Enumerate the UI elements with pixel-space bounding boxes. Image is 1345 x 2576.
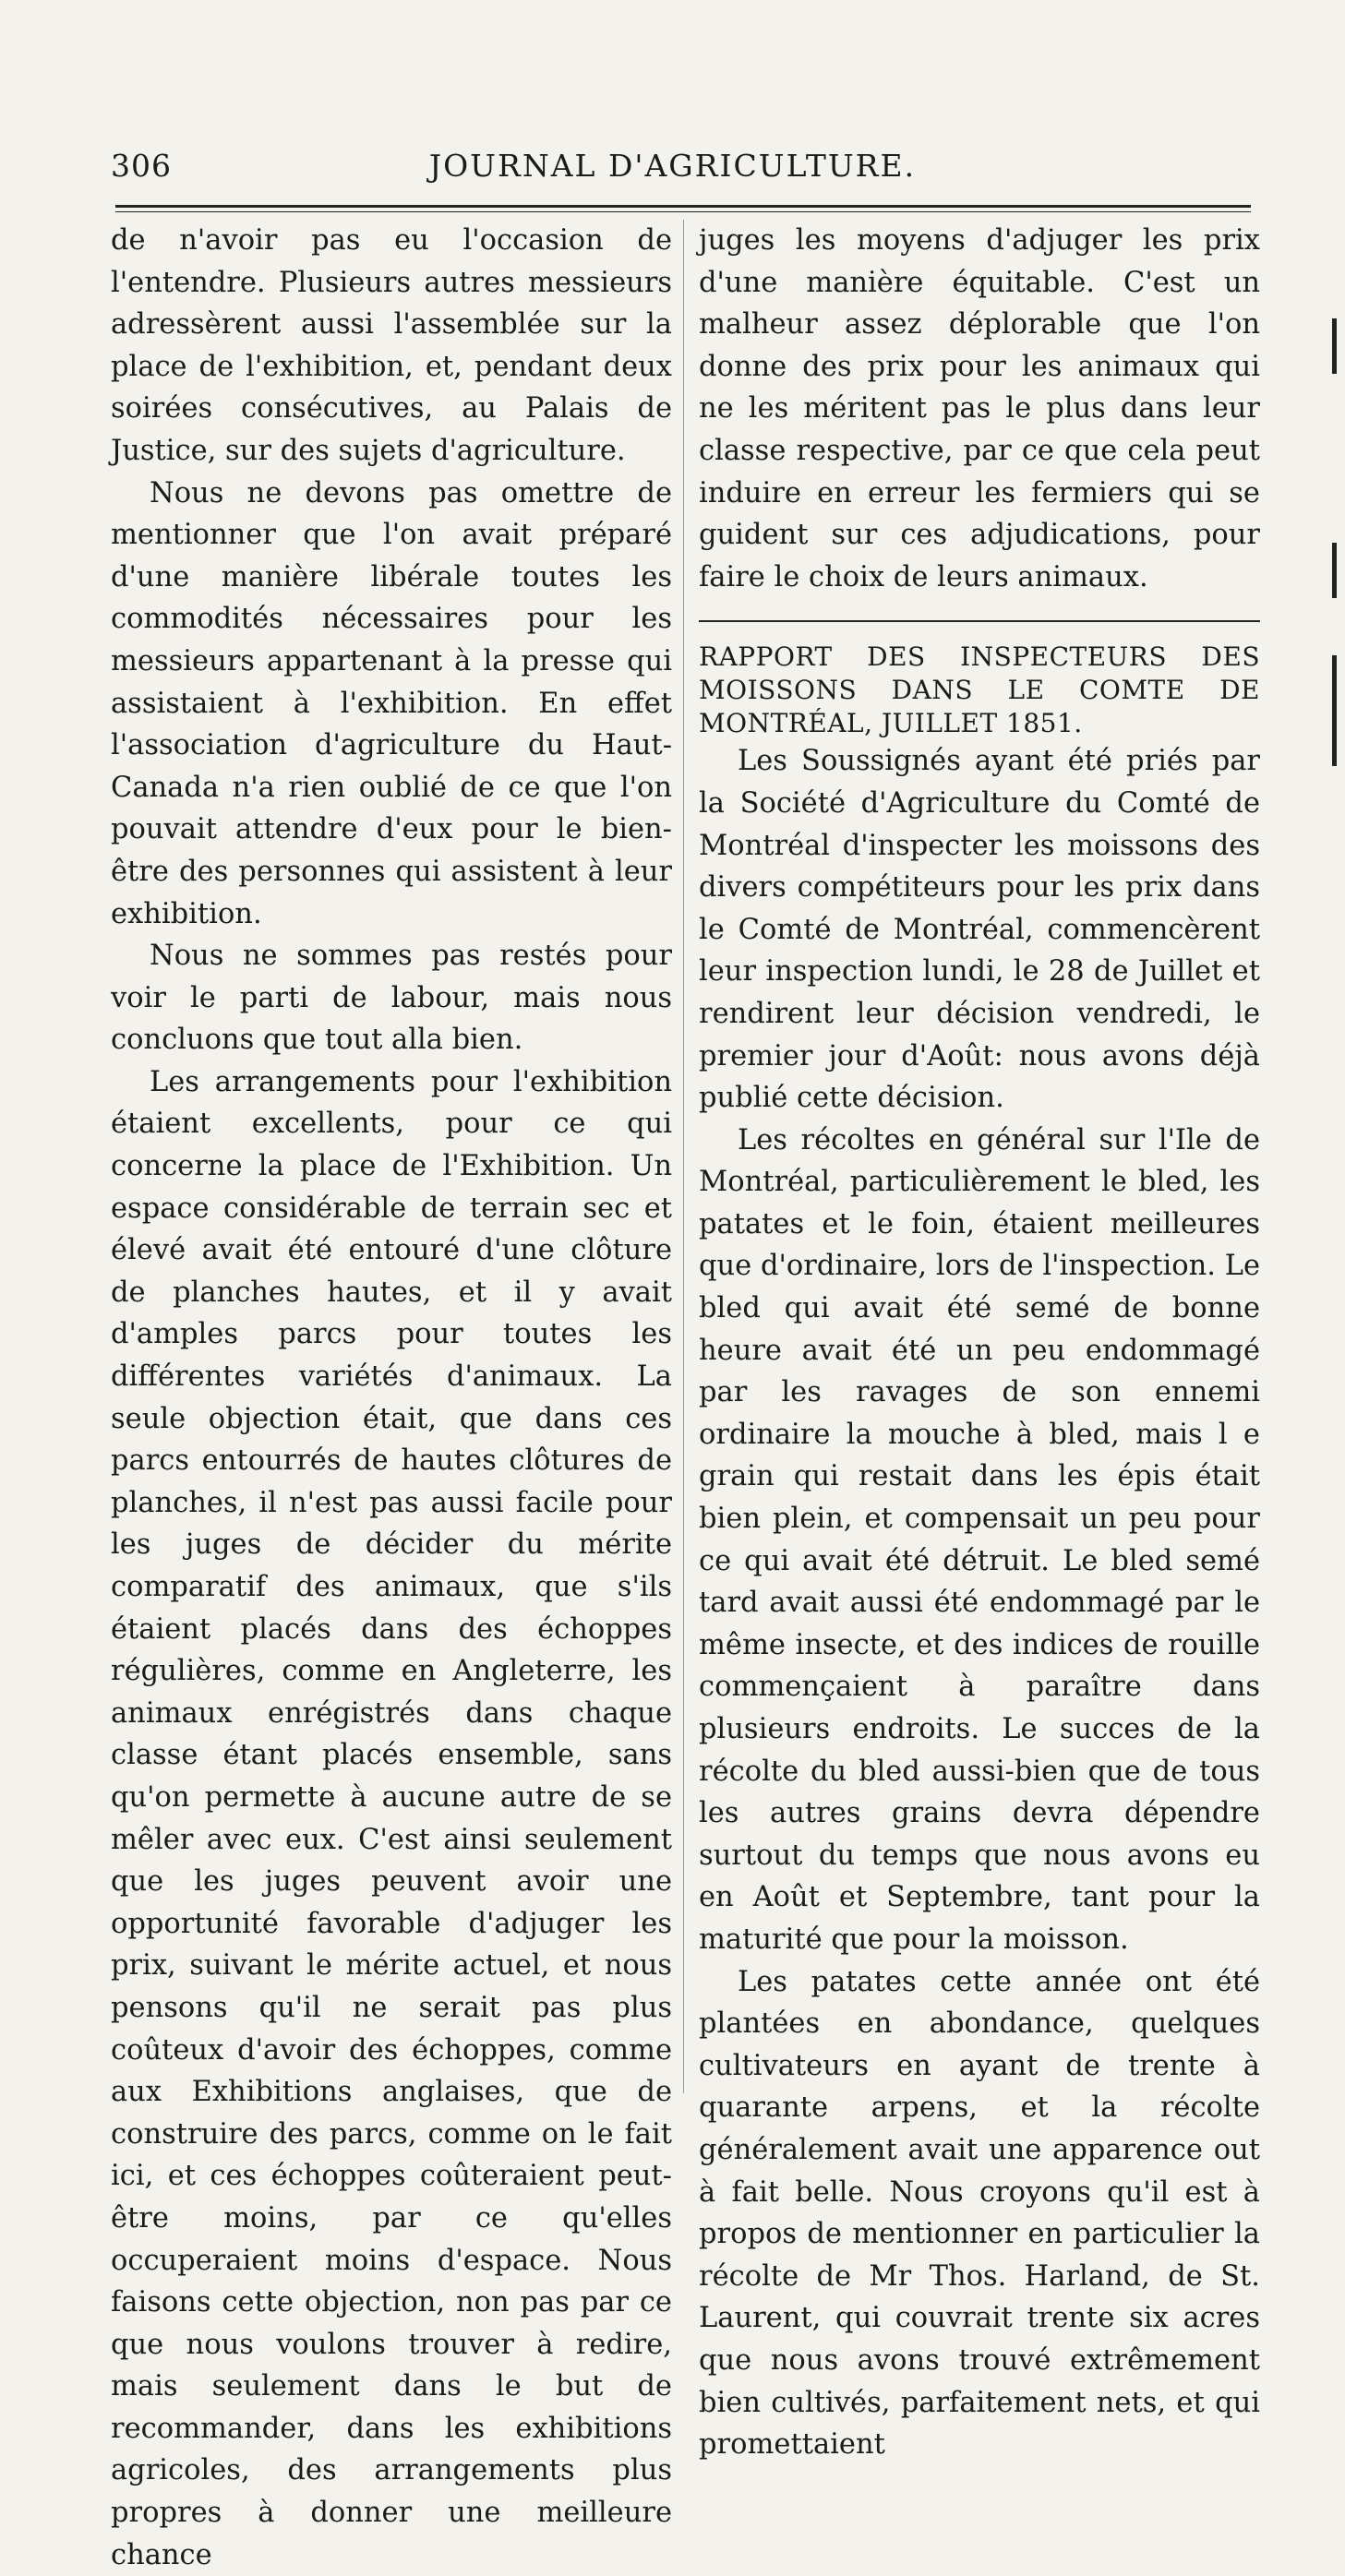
paragraph: Nous ne sommes pas restés pour voir le parti de labour, mais nous concluons que tout alla bien. — [111, 940, 672, 1057]
paragraph: Les patates cette année ont été plantées en abondance, quelques cultivateurs en ayant de trente à quarante arpens, et la récolte généralement avait une apparence out à fait belle. Nous croyons qu'il est à propos de mentionner en particulier la récolte de Mr Thos. Harland, de St. Laurent, qui couvrait trente six acres que nous avons trouvé extrêmement bien cultivés, parfaitement nets, et qui promettaient — [699, 1965, 1260, 2462]
margin-mark — [1332, 318, 1337, 374]
running-title: JOURNAL D'AGRICULTURE. — [428, 148, 917, 184]
column-divider — [683, 220, 684, 2093]
paragraph: Nous ne devons pas omettre de mentionner que l'on avait préparé d'une manière libérale toutes les commodités nécessaires pour les messieurs appartenant à la presse qui assistaient à l'exhibition. En effet l'association d'agriculture du Haut-Canada n'a rien oublié de ce que l'on pouvait attendre d'eux pour le bien-être des personnes qui assistent à leur exhibition. — [111, 476, 672, 930]
section-heading: RAPPORT DES INSPECTEURS DES MOISSONS DANS LE COMTE DE MONTRÉAL, JUILLET 1851. — [699, 641, 1260, 739]
paragraph: juges les moyens d'adjuger les prix d'une manière équitable. C'est un malheur assez déplorable que l'on donne des prix pour les animaux qui ne les méritent pas le plus dans leur classe respective, par ce que cela peut induire en erreur les fermiers qui se guident sur ces adjudications, pour faire le choix de leurs animaux. — [699, 224, 1260, 593]
header-rule — [115, 205, 1251, 212]
left-column — [111, 220, 672, 2576]
paragraph: Les Soussignés ayant été priés par la Société d'Agriculture du Comté de Montréal d'inspecter les moissons des divers compétiteurs pour les prix dans le Comté de Montréal, commencèrent leur inspection lundi, le 28 de Juillet et rendirent leur décision vendredi, le premier jour d'Août: nous avons déjà publié cette décision. — [699, 745, 1260, 1115]
paragraph: Les arrangements pour l'exhibition étaient excellents, pour ce qui concerne la place de l'Exhibition. Un espace considérable de terrain sec et élevé avait été entouré d'une clôture de planches hautes, et il y avait d'amples parcs pour toutes les différentes variétés d'animaux. La seule objection était, que dans ces parcs entourrés de hautes clôtures de planches, il n'est pas aussi facile pour les juges de décider du mérite comparatif des animaux, que s'ils étaient placés dans des échoppes régulières, comme en Angleterre, les animaux enrégistrés dans chaque classe étant placés ensemble, sans qu'on permette à aucune autre de se mêler avec eux. C'est ainsi seulement que les juges peuvent avoir une opportunité favorable d'adjuger les prix, suivant le mérite actuel, et nous pensons qu'il ne serait pas plus coûteux d'avoir des échoppes, comme aux Exhibitions anglaises, que de construire des parcs, comme on le fait ici, et ces échoppes coûteraient peut-être moins, par ce qu'elles occuperaient moins d'espace. Nous faisons cette objection, non pas par ce que nous voulons trouver à redire, mais seulement dans le but de recommander, dans les exhibitions agricoles, des arrangements plus propres à donner une meilleure chance — [111, 1065, 672, 2571]
section-rule — [699, 620, 1260, 622]
paragraph: Les récoltes en général sur l'Ile de Montréal, particulièrement le bled, les patates et le foin, étaient meilleures que d'ordinaire, lors de l'inspection. Le bled qui avait été semé de bonne heure avait été un peu endommagé par les ravages de son ennemi ordinaire la mouche à bled, mais l e grain qui restait dans les épis était bien plein, et compensait un peu pour ce qui avait été détruit. Le bled semé tard avait aussi été endommagé par le même insecte, et des indices de rouille commençaient à paraître dans plusieurs endroits. Le succes de la récolte du bled aussi-bien que de tous les autres grains devra dépendre surtout du temps que nous avons eu en Août et Septembre, tant pour la maturité que pour la moisson. — [699, 1123, 1260, 1956]
margin-mark — [1332, 543, 1337, 598]
paragraph: de n'avoir pas eu l'occasion de l'entendre. Plusieurs autres messieurs adressèrent aussi l'assemblée sur la place de l'exhibition, et, pendant deux soirées consécutives, au Palais de Justice, sur des sujets d'agriculture. — [111, 224, 672, 467]
margin-mark — [1332, 655, 1337, 766]
page-number: 306 — [111, 148, 172, 184]
right-column — [699, 220, 1260, 2466]
